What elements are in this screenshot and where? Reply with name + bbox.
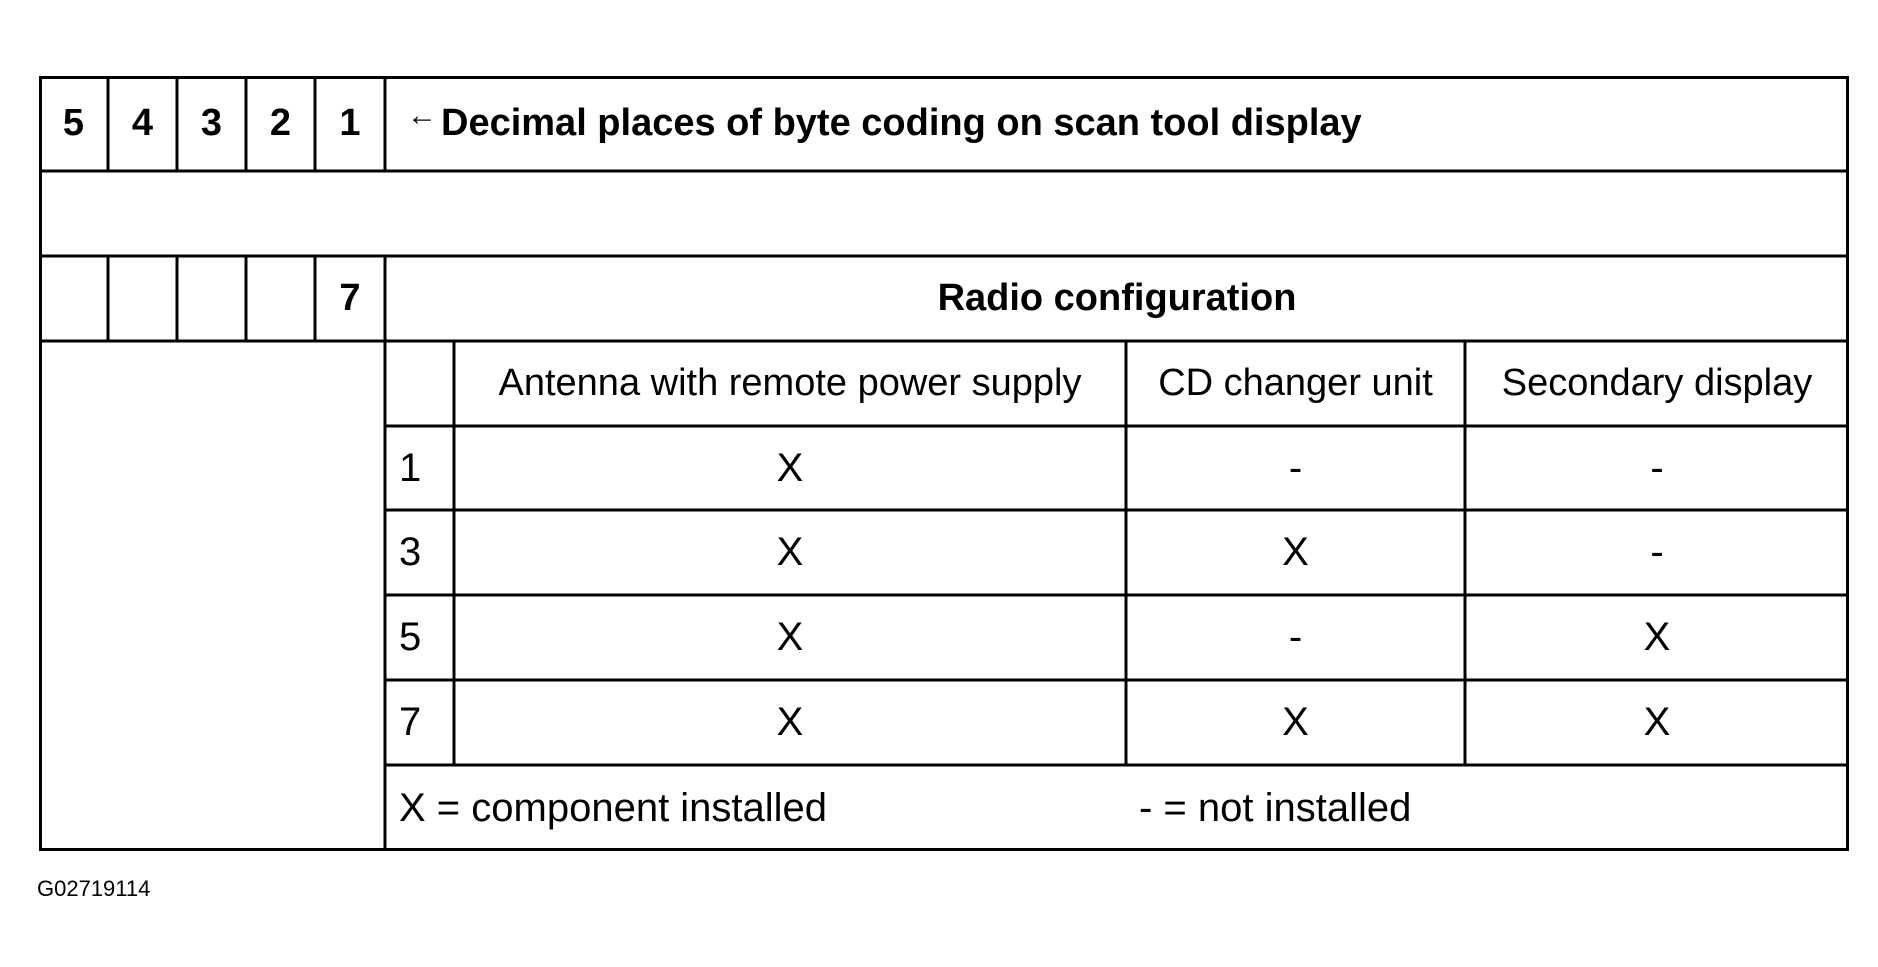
table-row-value: 5 <box>399 615 422 659</box>
column-header-value <box>385 341 454 426</box>
config-digit-4 <box>108 256 177 341</box>
coding-table <box>39 76 1849 851</box>
table-row-value: 3 <box>399 530 422 574</box>
config-digit-3 <box>177 256 246 341</box>
table-cell-antenna: X <box>776 445 804 490</box>
table-row-value: 1 <box>399 445 422 490</box>
legend-not-installed: - = not installed <box>1139 785 1412 830</box>
table-cell-cd-changer: - <box>1288 615 1303 659</box>
column-header-cd-changer: CD changer unit <box>1158 362 1433 404</box>
column-header-secondary-display: Secondary display <box>1501 362 1813 404</box>
table-cell-cd-changer: X <box>1282 700 1309 744</box>
decimal-place-5: 5 <box>62 102 85 144</box>
decimal-places-description <box>385 76 1849 171</box>
table-cell-cd-changer: X <box>1282 530 1309 574</box>
table-cell-secondary-display: - <box>1650 530 1664 574</box>
figure-id: G02719114 <box>37 876 151 901</box>
decimal-place-2: 2 <box>269 102 292 144</box>
config-digit-2 <box>246 256 315 341</box>
config-digit-5 <box>39 256 108 341</box>
left-arrow-icon: ← <box>407 98 437 132</box>
decimal-place-1: 1 <box>339 102 361 144</box>
table-cell-antenna: X <box>776 530 804 574</box>
column-header-antenna: Antenna with remote power supply <box>498 362 1082 404</box>
table-cell-secondary-display: X <box>1643 700 1671 744</box>
table-cell-antenna: X <box>776 615 804 659</box>
table-row-value: 7 <box>399 700 422 744</box>
table-cell-secondary-display: - <box>1650 445 1664 490</box>
legend-installed: X = component installed <box>399 785 828 830</box>
radio-configuration-title: Radio configuration <box>937 277 1297 319</box>
table-cell-cd-changer: - <box>1288 445 1303 490</box>
config-digit-1: 7 <box>339 277 361 319</box>
table-cell-secondary-display: X <box>1643 615 1671 659</box>
decimal-place-4: 4 <box>131 102 154 144</box>
description-text: Decimal places of byte coding on scan tool display <box>441 102 1362 144</box>
decimal-place-3: 3 <box>200 102 223 144</box>
table-cell-antenna: X <box>776 700 804 744</box>
